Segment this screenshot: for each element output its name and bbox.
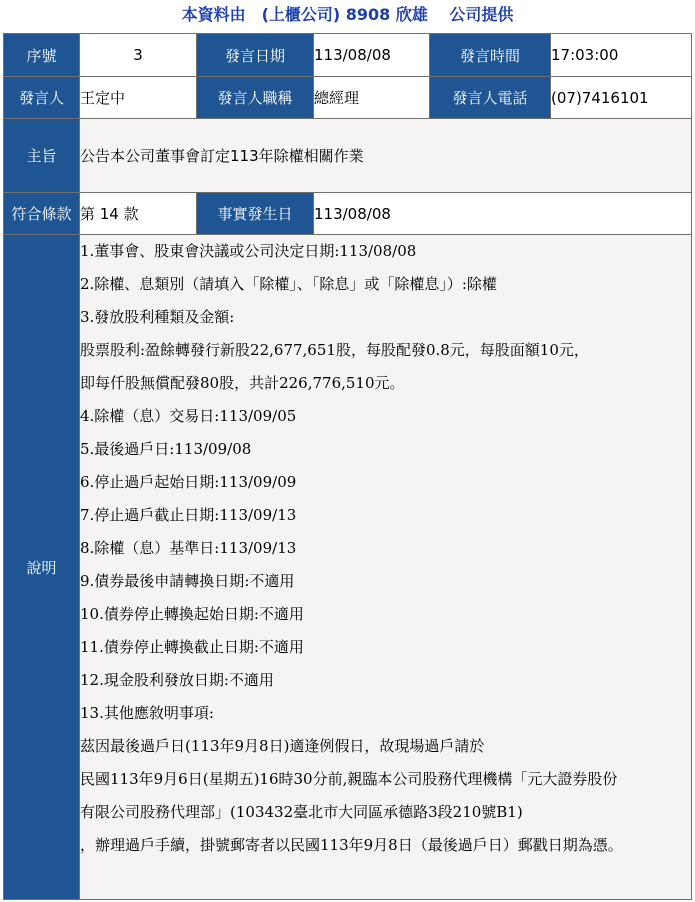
row-description xyxy=(4,235,692,900)
description-line: 2.除權、息類別（請填入「除權」、「除息」或「除權息」）:除權 xyxy=(80,275,497,293)
fact-date-value: 113/08/08 xyxy=(314,193,692,235)
row-speaker xyxy=(4,77,692,119)
description-line: 12.現金股利發放日期:不適用 xyxy=(80,671,274,689)
speaker-phone-label: 發言人電話 xyxy=(430,77,551,119)
description-line: ，辦理過戶手續，掛號郵寄者以民國113年9月8日（最後過戶日）郵戳日期為憑。 xyxy=(80,836,623,854)
description-line: 4.除權（息）交易日:113/09/05 xyxy=(80,407,297,425)
description-line: 11.債券停止轉換截止日期:不適用 xyxy=(80,638,304,656)
description-line: 10.債券停止轉換起始日期:不適用 xyxy=(80,605,304,623)
description-line: 即每仟股無償配發80股，共計226,776,510元。 xyxy=(80,374,405,392)
description-line: 1.董事會、股東會決議或公司決定日期:113/08/08 xyxy=(80,242,417,260)
description-line: 7.停止過戶截止日期:113/09/13 xyxy=(80,506,297,524)
fact-date-label: 事實發生日 xyxy=(197,193,314,235)
seq-label: 序號 xyxy=(4,34,80,77)
subject-label: 主旨 xyxy=(4,119,80,193)
description-line: 13.其他應敘明事項: xyxy=(80,704,214,722)
row-clause xyxy=(4,193,692,235)
description-line: 民國113年9月6日(星期五)16時30分前,親臨本公司股務代理機構「元大證券股份 xyxy=(80,770,618,788)
date-value: 113/08/08 xyxy=(314,34,430,77)
subject-value: 公告本公司董事會訂定113年除權相關作業 xyxy=(80,119,692,193)
description-body xyxy=(80,235,692,900)
clause-value: 第 14 款 xyxy=(80,193,197,235)
description-line: 6.停止過戶起始日期:113/09/09 xyxy=(80,473,297,491)
description-line: 9.債券最後申請轉換日期:不適用 xyxy=(80,572,295,590)
speaker-phone-value: (07)7416101 xyxy=(551,77,692,119)
description-line: 股票股利:盈餘轉發行新股22,677,651股，每股配發0.8元，每股面額10元， xyxy=(80,341,589,359)
clause-label: 符合條款 xyxy=(4,193,80,235)
description-label: 說明 xyxy=(4,235,80,900)
date-label: 發言日期 xyxy=(197,34,314,77)
description-line: 5.最後過戶日:113/09/08 xyxy=(80,440,252,458)
announcement-table xyxy=(3,33,692,900)
speaker-title-label: 發言人職稱 xyxy=(197,77,314,119)
description-line: 有限公司股務代理部」(103432臺北市大同區承德路3段210號B1) xyxy=(80,803,523,821)
speaker-value: 王定中 xyxy=(80,77,197,119)
time-value: 17:03:00 xyxy=(551,34,692,77)
seq-value: 3 xyxy=(80,34,197,77)
description-line: 3.發放股利種類及金額: xyxy=(80,308,235,326)
description-line: 茲因最後過戶日(113年9月8日)適逢例假日，故現場過戶請於 xyxy=(80,737,485,755)
description-line: 8.除權（息）基準日:113/09/13 xyxy=(80,539,297,557)
row-seq-date-time xyxy=(4,34,692,77)
row-subject xyxy=(4,119,692,193)
time-label: 發言時間 xyxy=(430,34,551,77)
speaker-label: 發言人 xyxy=(4,77,80,119)
page-header: 本資料由 (上櫃公司) 8908 欣雄 公司提供 xyxy=(181,5,514,24)
speaker-title-value: 總經理 xyxy=(314,77,430,119)
